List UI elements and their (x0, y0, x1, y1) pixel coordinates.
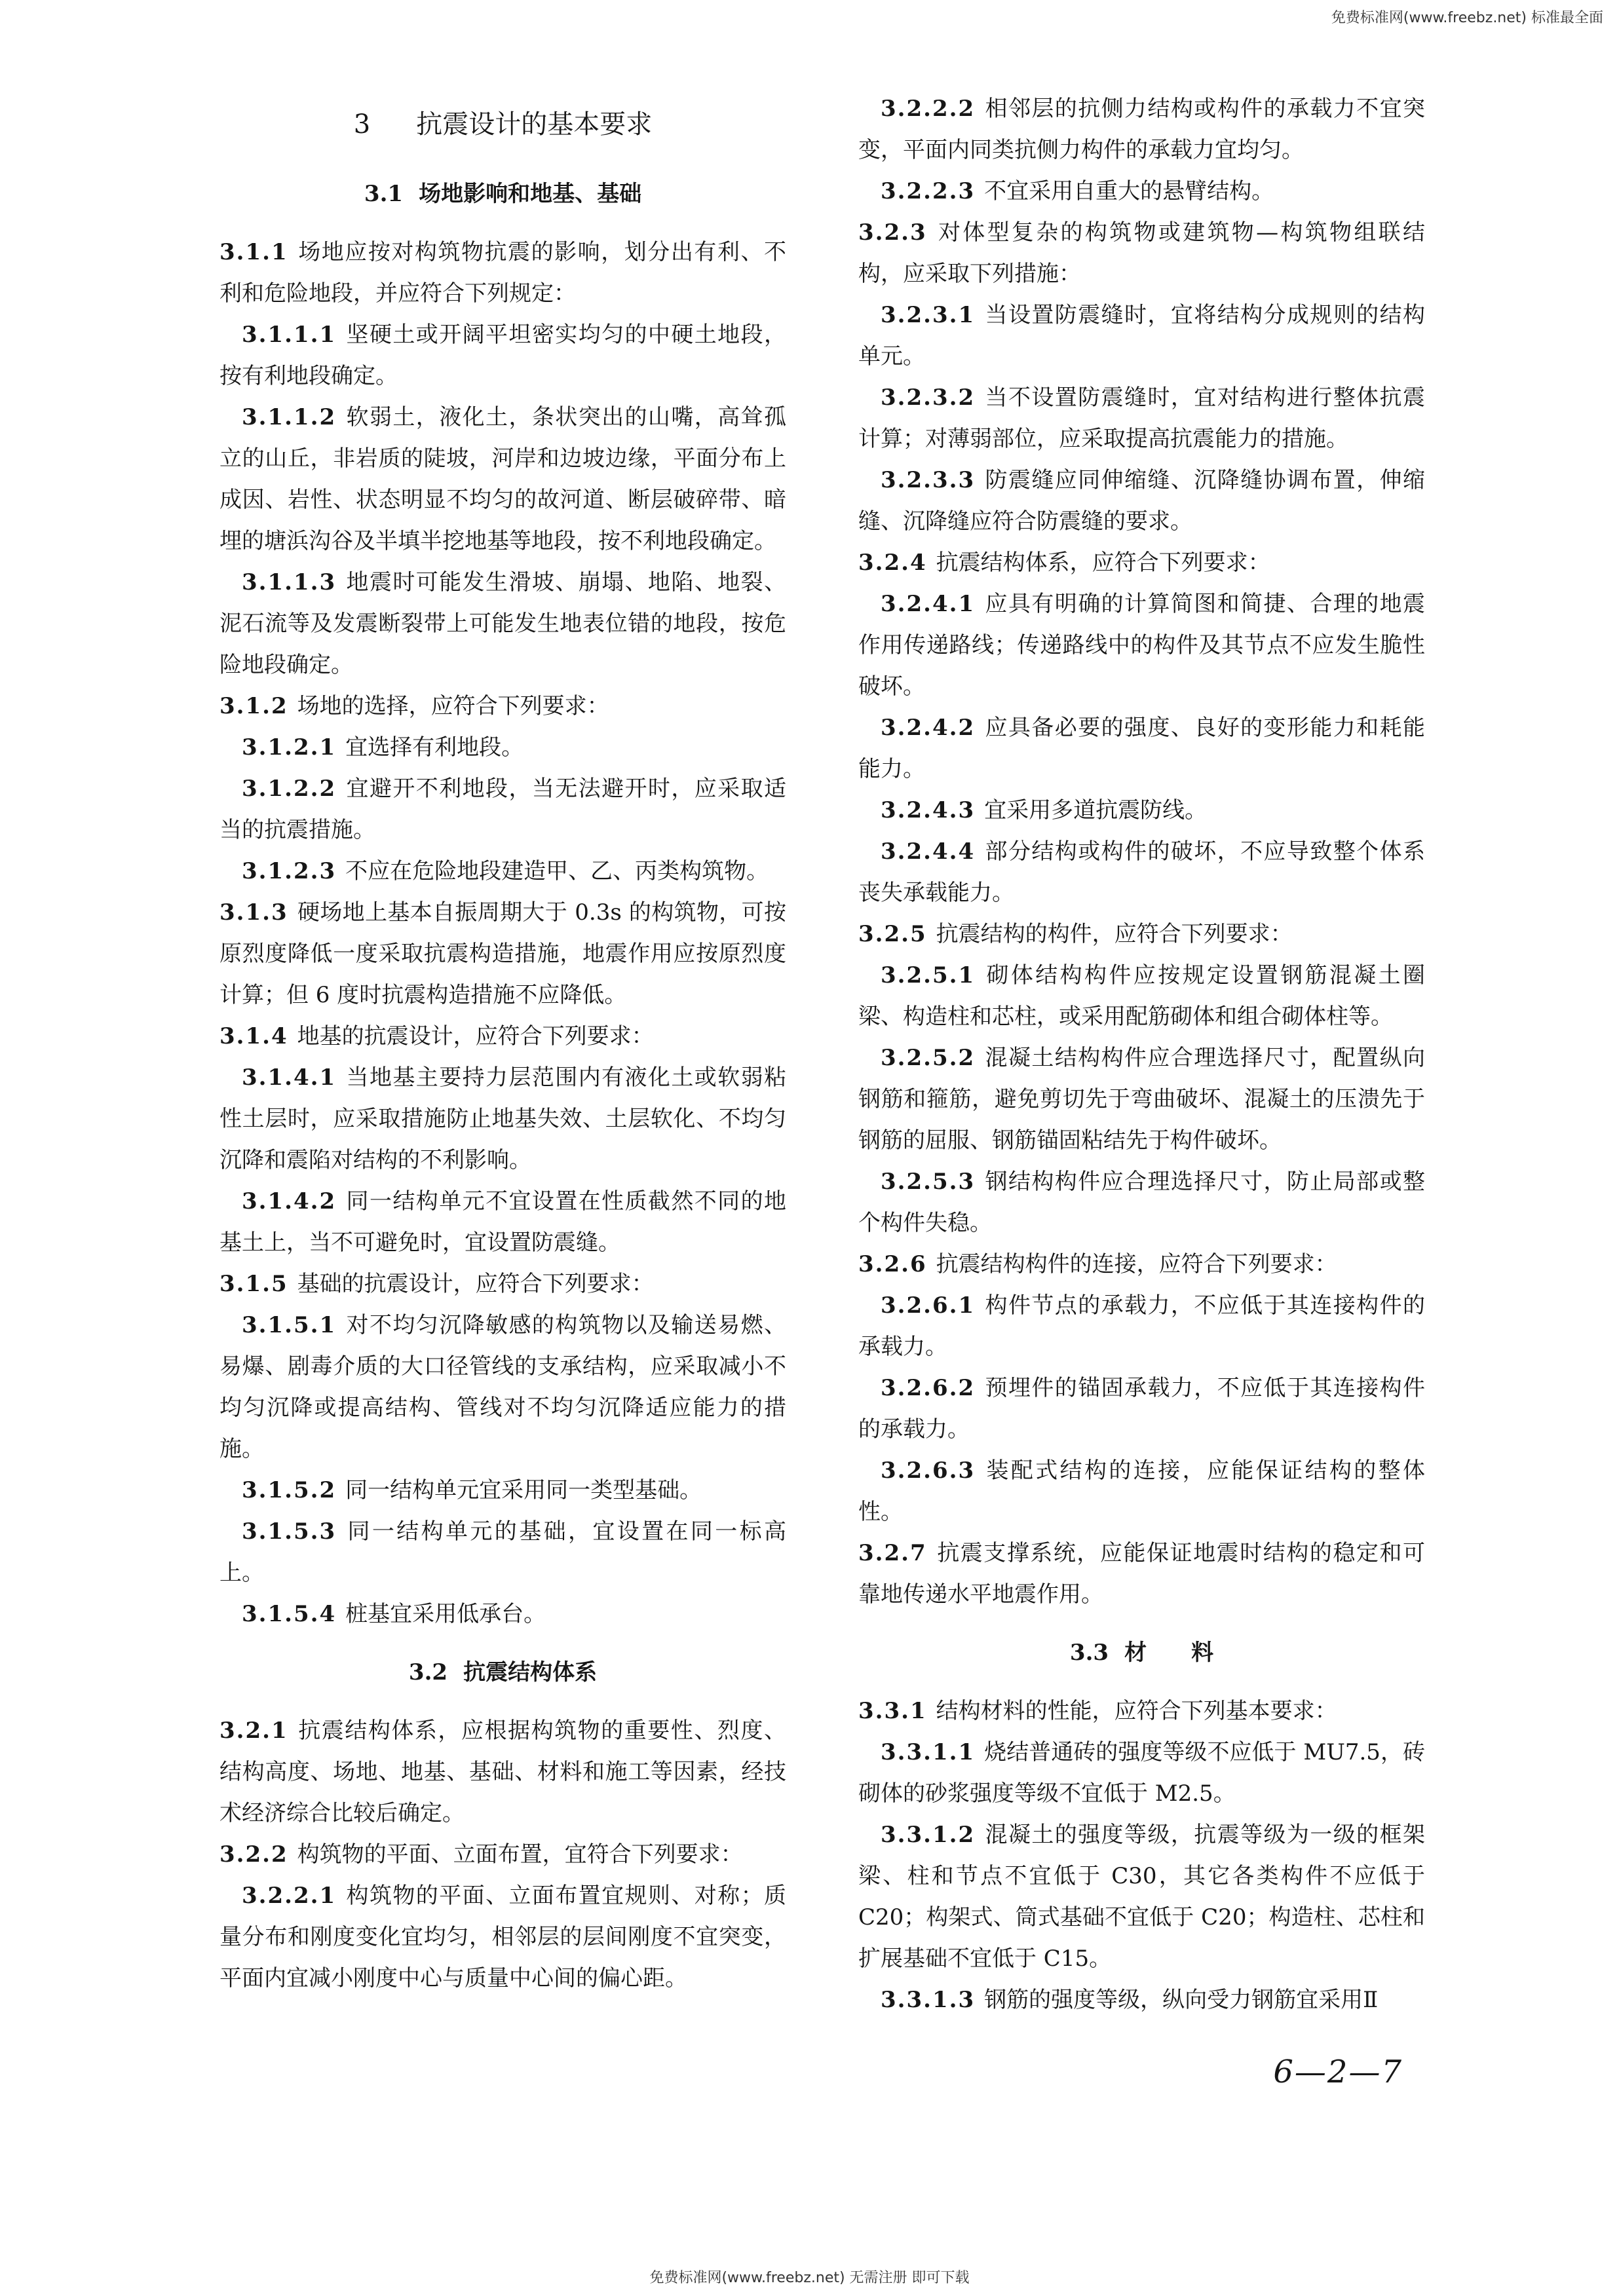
clause-number: 3.3.1.1 (881, 1739, 976, 1765)
watermark-bottom: 免费标准网(www.freebz.net) 无需注册 即可下载 (649, 2270, 970, 2286)
clause-text: 当地基主要持力层范围内有液化土或软弱粘性土层时，应采取措施防止地基失效、土层软化、不均匀沉降和震陷对结构的不利影响。 (219, 1064, 786, 1173)
clause-number: 3.2.3.3 (881, 467, 976, 493)
clause-paragraph (858, 790, 1425, 831)
section-number: 3.1 (364, 181, 404, 207)
clause-number: 3.1.1.1 (242, 322, 337, 348)
clause-number: 3.1.5.4 (242, 1601, 337, 1627)
watermark-top: 免费标准网(www.freebz.net) 标准最全面 (1331, 10, 1603, 26)
clause-text: 场地的选择，应符合下列要求： (297, 693, 609, 719)
clause-text: 基础的抗震设计，应符合下列要求： (297, 1271, 654, 1297)
clause-number: 3.3.1.3 (881, 1987, 976, 2013)
page-number: 6—2—7 (1273, 2054, 1403, 2090)
clause-text: 抗震结构构件的连接，应符合下列要求： (936, 1251, 1337, 1277)
section-number: 3.2 (408, 1659, 448, 1685)
clause-number: 3.2.4 (858, 550, 927, 576)
clause-paragraph (858, 377, 1425, 460)
clause-paragraph (858, 1244, 1425, 1285)
clause-paragraph (858, 1815, 1425, 1980)
clause-number: 3.1.2.2 (242, 776, 337, 802)
clause-paragraph (858, 460, 1425, 542)
clause-paragraph (219, 314, 786, 397)
clause-text: 部分结构或构件的破坏，不应导致整个体系丧失承载能力。 (858, 838, 1425, 906)
section-heading-3-1 (219, 174, 786, 215)
clause-number: 3.2.6 (858, 1251, 927, 1277)
clause-text: 应具备必要的强度、良好的变形能力和耗能能力。 (858, 715, 1425, 782)
clause-paragraph (858, 88, 1425, 171)
clause-paragraph (219, 562, 786, 686)
clause-paragraph (219, 1710, 786, 1834)
clause-paragraph (219, 232, 786, 314)
clause-text: 地震时可能发生滑坡、崩塌、地陷、地裂、泥石流等及发震断裂带上可能发生地表位错的地段，按危险地段确定。 (219, 569, 786, 678)
clause-text: 钢结构构件应合理选择尺寸，防止局部或整个构件失稳。 (858, 1169, 1425, 1236)
clause-number: 3.2.5.3 (881, 1169, 976, 1195)
clause-text: 硬场地上基本自振周期大于 0.3s 的构筑物，可按原烈度降低一度采取抗震构造措施，地震作用应按原烈度计算；但 6 度时抗震构造措施不应降低。 (219, 899, 786, 1008)
left-column (219, 88, 786, 1999)
clause-paragraph (219, 1834, 786, 1875)
clause-paragraph (219, 1594, 786, 1635)
clause-paragraph (858, 1038, 1425, 1161)
section-heading-3-2 (219, 1652, 786, 1693)
clause-number: 3.1.5.1 (242, 1312, 337, 1338)
clause-text: 当不设置防震缝时，宜对结构进行整体抗震计算；对薄弱部位，应采取提高抗震能力的措施。 (858, 385, 1425, 452)
clause-number: 3.2.3.2 (881, 385, 976, 411)
clause-paragraph (858, 1368, 1425, 1450)
clause-number: 3.2.6.2 (881, 1375, 976, 1401)
clause-number: 3.2.2.2 (881, 96, 976, 122)
clause-text: 构件节点的承载力，不应低于其连接构件的承载力。 (858, 1292, 1425, 1360)
clause-text: 桩基宜采用低承台。 (345, 1601, 546, 1627)
clause-paragraph (858, 542, 1425, 584)
clause-text: 同一结构单元不宜设置在性质截然不同的地基土上，当不可避免时，宜设置防震缝。 (219, 1188, 786, 1256)
clause-paragraph (858, 171, 1425, 212)
clause-number: 3.2.4.3 (881, 797, 976, 823)
clause-number: 3.1.2.3 (242, 858, 337, 884)
clause-text: 抗震结构体系，应符合下列要求： (936, 550, 1270, 576)
clause-number: 3.1.4 (219, 1023, 288, 1049)
clause-paragraph (858, 1161, 1425, 1244)
clause-number: 3.2.7 (858, 1540, 927, 1566)
clause-text: 当设置防震缝时，宜将结构分成规则的结构单元。 (858, 302, 1425, 369)
clause-paragraph (858, 955, 1425, 1038)
chapter-number: 3 (353, 109, 371, 140)
clause-number: 3.1.2.1 (242, 734, 337, 761)
clause-text: 不应在危险地段建造甲、乙、丙类构筑物。 (345, 858, 769, 884)
clause-number: 3.1.3 (219, 899, 288, 926)
section-heading-3-3 (858, 1632, 1425, 1674)
clause-paragraph (858, 212, 1425, 295)
clause-number: 3.2.2 (219, 1841, 288, 1868)
clause-number: 3.1.1 (219, 239, 288, 265)
clause-paragraph (858, 707, 1425, 790)
clause-number: 3.2.5.2 (881, 1045, 976, 1071)
clause-text: 钢筋的强度等级，纵向受力钢筋宜采用Ⅱ (984, 1987, 1379, 2013)
clause-list (858, 88, 1425, 1615)
clause-text: 地基的抗震设计，应符合下列要求： (297, 1023, 654, 1049)
clause-paragraph (858, 584, 1425, 707)
clause-text: 宜避开不利地段，当无法避开时，应采取适当的抗震措施。 (219, 776, 786, 843)
clause-text: 抗震支撑系统，应能保证地震时结构的稳定和可靠地传递水平地震作用。 (858, 1540, 1425, 1608)
clause-text: 相邻层的抗侧力结构或构件的承载力不宜突变，平面内同类抗侧力构件的承载力宜均匀。 (858, 96, 1425, 163)
section-number: 3.3 (1069, 1640, 1109, 1666)
clause-text: 对体型复杂的构筑物或建筑物—构筑物组联结构，应采取下列措施： (858, 219, 1425, 287)
clause-number: 3.2.5.1 (881, 962, 976, 988)
clause-number: 3.1.1.3 (242, 569, 337, 595)
chapter-heading (219, 102, 786, 147)
clause-number: 3.3.1 (858, 1698, 927, 1724)
clause-list (219, 1710, 786, 1999)
clause-paragraph (219, 1181, 786, 1264)
clause-text: 抗震结构体系，应根据构筑物的重要性、烈度、结构高度、场地、地基、基础、材料和施工等因素，经技术经济综合比较后确定。 (219, 1718, 786, 1826)
clause-paragraph (219, 892, 786, 1016)
clause-number: 3.3.1.2 (881, 1822, 976, 1848)
clause-text: 预埋件的锚固承载力，不应低于其连接构件的承载力。 (858, 1375, 1425, 1442)
clause-text: 烧结普通砖的强度等级不应低于 MU7.5，砖砌体的砂浆强度等级不宜低于 M2.5。 (858, 1739, 1425, 1807)
clause-number: 3.1.5.2 (242, 1477, 337, 1503)
clause-paragraph (219, 1305, 786, 1470)
clause-text: 装配式结构的连接，应能保证结构的整体性。 (858, 1458, 1425, 1525)
clause-paragraph (858, 914, 1425, 955)
clause-text: 软弱土，液化土，条状突出的山嘴，高耸孤立的山丘，非岩质的陡坡，河岸和边坡边缘，平面分布上成因、岩性、状态明显不均匀的故河道、断层破碎带、暗埋的塘浜沟谷及半填半挖地基等地段，按不利地段确定。 (219, 404, 786, 554)
clause-text: 同一结构单元的基础，宜设置在同一标高上。 (219, 1518, 786, 1586)
clause-text: 混凝土结构构件应合理选择尺寸，配置纵向钢筋和箍筋，避免剪切先于弯曲破坏、混凝土的压溃先于钢筋的屈服、钢筋锚固粘结先于构件破坏。 (858, 1045, 1425, 1154)
clause-list (858, 1691, 1425, 2021)
clause-text: 对不均匀沉降敏感的构筑物以及输送易燃、易爆、剧毒介质的大口径管线的支承结构，应采取减小不均匀沉降或提高结构、管线对不均匀沉降适应能力的措施。 (219, 1312, 786, 1462)
clause-paragraph (219, 768, 786, 851)
clause-number: 3.1.4.1 (242, 1064, 337, 1091)
clause-paragraph (219, 1470, 786, 1511)
clause-paragraph (219, 1875, 786, 1999)
clause-text: 宜采用多道抗震防线。 (984, 797, 1208, 823)
clause-number: 3.1.4.2 (242, 1188, 337, 1214)
clause-paragraph (858, 1533, 1425, 1615)
clause-paragraph (219, 1057, 786, 1181)
clause-paragraph (219, 686, 786, 727)
clause-text: 坚硬土或开阔平坦密实均匀的中硬土地段，按有利地段确定。 (219, 322, 786, 389)
clause-number: 3.2.3 (858, 219, 927, 246)
clause-paragraph (219, 727, 786, 768)
clause-text: 混凝土的强度等级，抗震等级为一级的框架梁、柱和节点不宜低于 C30，其它各类构件不应低于 C20；构架式、筒式基础不宜低于 C20；构造柱、芯柱和扩展基础不宜低于 C15。 (858, 1822, 1425, 1972)
clause-number: 3.1.5.3 (242, 1518, 337, 1545)
clause-paragraph (219, 851, 786, 892)
clause-number: 3.2.2.3 (881, 178, 976, 204)
clause-number: 3.1.5 (219, 1271, 288, 1297)
clause-text: 宜选择有利地段。 (345, 734, 524, 761)
clause-text: 结构材料的性能，应符合下列基本要求： (936, 1698, 1337, 1724)
clause-number: 3.2.2.1 (242, 1883, 337, 1909)
clause-number: 3.2.6.3 (881, 1458, 976, 1484)
clause-number: 3.2.4.4 (881, 838, 976, 865)
clause-paragraph (858, 295, 1425, 377)
clause-text: 砌体结构构件应按规定设置钢筋混凝土圈梁、构造柱和芯柱，或采用配筋砌体和组合砌体柱等。 (858, 962, 1425, 1030)
chapter-title: 抗震设计的基本要求 (416, 109, 653, 140)
section-title: 抗震结构体系 (463, 1659, 598, 1685)
clause-paragraph (219, 397, 786, 562)
clause-paragraph (858, 1691, 1425, 1732)
clause-paragraph (858, 1732, 1425, 1815)
section-title: 场地影响和地基、基础 (419, 181, 642, 207)
clause-text: 抗震结构的构件，应符合下列要求： (936, 921, 1293, 947)
clause-paragraph (858, 1450, 1425, 1533)
clause-text: 不宜采用自重大的悬臂结构。 (984, 178, 1274, 204)
clause-number: 3.2.4.1 (881, 591, 976, 617)
clause-number: 3.2.3.1 (881, 302, 976, 328)
clause-list (219, 232, 786, 1635)
clause-paragraph (858, 1285, 1425, 1368)
clause-text: 场地应按对构筑物抗震的影响，划分出有利、不利和危险地段，并应符合下列规定： (219, 239, 786, 307)
clause-paragraph (858, 831, 1425, 914)
clause-text: 同一结构单元宜采用同一类型基础。 (345, 1477, 702, 1503)
right-column (858, 88, 1425, 2021)
clause-paragraph (219, 1264, 786, 1305)
clause-text: 构筑物的平面、立面布置，宜符合下列要求： (297, 1841, 743, 1868)
clause-number: 3.1.1.2 (242, 404, 337, 430)
clause-paragraph (219, 1016, 786, 1057)
clause-text: 应具有明确的计算简图和简捷、合理的地震作用传递路线；传递路线中的构件及其节点不应发生脆性破坏。 (858, 591, 1425, 700)
clause-paragraph (858, 1980, 1425, 2021)
clause-number: 3.2.4.2 (881, 715, 976, 741)
clause-number: 3.1.2 (219, 693, 288, 719)
clause-number: 3.2.5 (858, 921, 927, 947)
section-title: 材 料 (1124, 1640, 1214, 1666)
clause-number: 3.2.6.1 (881, 1292, 976, 1319)
clause-paragraph (219, 1511, 786, 1594)
clause-number: 3.2.1 (219, 1718, 288, 1744)
clause-text: 防震缝应同伸缩缝、沉降缝协调布置，伸缩缝、沉降缝应符合防震缝的要求。 (858, 467, 1425, 535)
clause-text: 构筑物的平面、立面布置宜规则、对称；质量分布和刚度变化宜均匀，相邻层的层间刚度不宜突变，平面内宜减小刚度中心与质量中心间的偏心距。 (219, 1883, 786, 1991)
